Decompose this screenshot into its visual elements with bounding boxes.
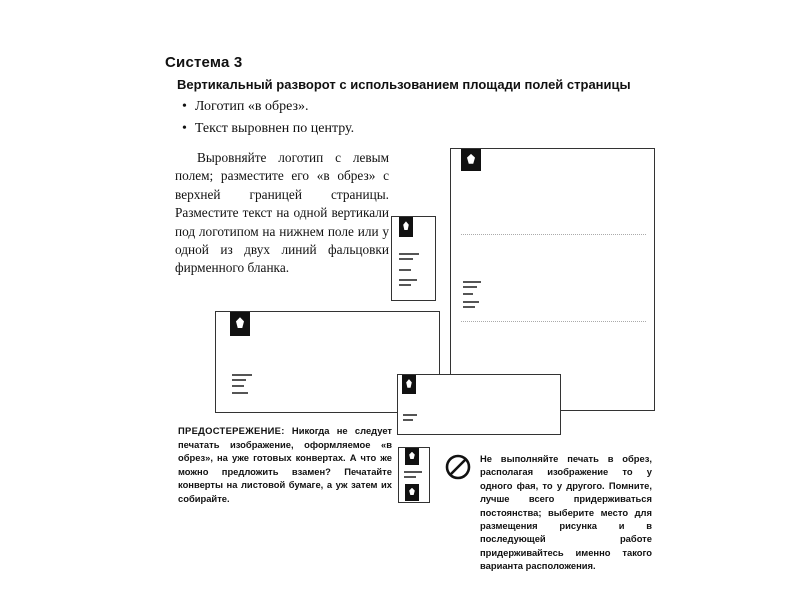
text-line xyxy=(463,301,479,303)
logo-icon xyxy=(405,448,419,465)
logo-icon xyxy=(399,217,413,237)
bullet-item xyxy=(182,121,354,137)
text-line xyxy=(399,253,419,255)
text-line xyxy=(399,284,411,286)
warning-label: ПРЕДОСТЕРЕЖЕНИЕ: xyxy=(178,425,285,436)
system-title: Система 3 xyxy=(165,54,243,71)
text-line xyxy=(232,385,244,387)
logo-icon xyxy=(461,149,481,171)
text-line xyxy=(232,392,248,394)
warning-body: Никогда не следует печатать изображение, оформляемое «в обрез», на уже готовых конвертах. А что же можно предложить взамен? Печатайте конверты на листовой бумаге, а уж затем их собирайте. xyxy=(178,425,392,504)
business-card-illustration xyxy=(391,216,436,301)
text-line xyxy=(399,279,417,281)
logo-icon xyxy=(402,375,416,394)
text-line xyxy=(399,258,413,260)
text-line xyxy=(463,293,473,295)
text-line xyxy=(463,306,475,308)
main-paragraph: Выровняйте логотип с левым полем; разместите его «в обрез» с верхней границей страницы. Разместите текст на одной вертикали под логотипом на нижнем поле или у одной из двух линий фальцовки фирменного бланка. xyxy=(175,150,389,276)
letterhead-sheet-illustration xyxy=(450,148,655,411)
bullet-item xyxy=(182,99,309,115)
logo-icon xyxy=(230,312,250,336)
fold-line xyxy=(461,234,646,235)
warning-right-text: Не выполняйте печать в обрез, располагая изображение то у одного фая, то у другого. Помните, лучше всего придерживаться постоянства; выберите место для размещения рисунка и в последующей работе придерживайтесь именно такого варианта расположения. xyxy=(480,453,652,572)
no-sign-icon xyxy=(445,454,471,480)
card-illustration xyxy=(398,447,430,503)
bullet-text: Логотип «в обрез». xyxy=(194,99,309,114)
text-line xyxy=(232,374,252,376)
text-line xyxy=(404,476,416,478)
section-subtitle: Вертикальный разворот с использованием площади полей страницы xyxy=(177,77,631,92)
small-envelope-illustration xyxy=(397,374,561,435)
text-line xyxy=(404,471,422,473)
text-line xyxy=(232,379,246,381)
text-line xyxy=(463,281,481,283)
logo-icon xyxy=(405,484,419,501)
fold-line xyxy=(461,321,646,322)
text-line xyxy=(399,269,411,271)
text-line xyxy=(463,286,477,288)
text-line xyxy=(403,419,413,421)
warning-left-text xyxy=(178,424,392,506)
text-line xyxy=(403,414,417,416)
bullet-text: Текст выровнен по центру. xyxy=(194,121,355,136)
